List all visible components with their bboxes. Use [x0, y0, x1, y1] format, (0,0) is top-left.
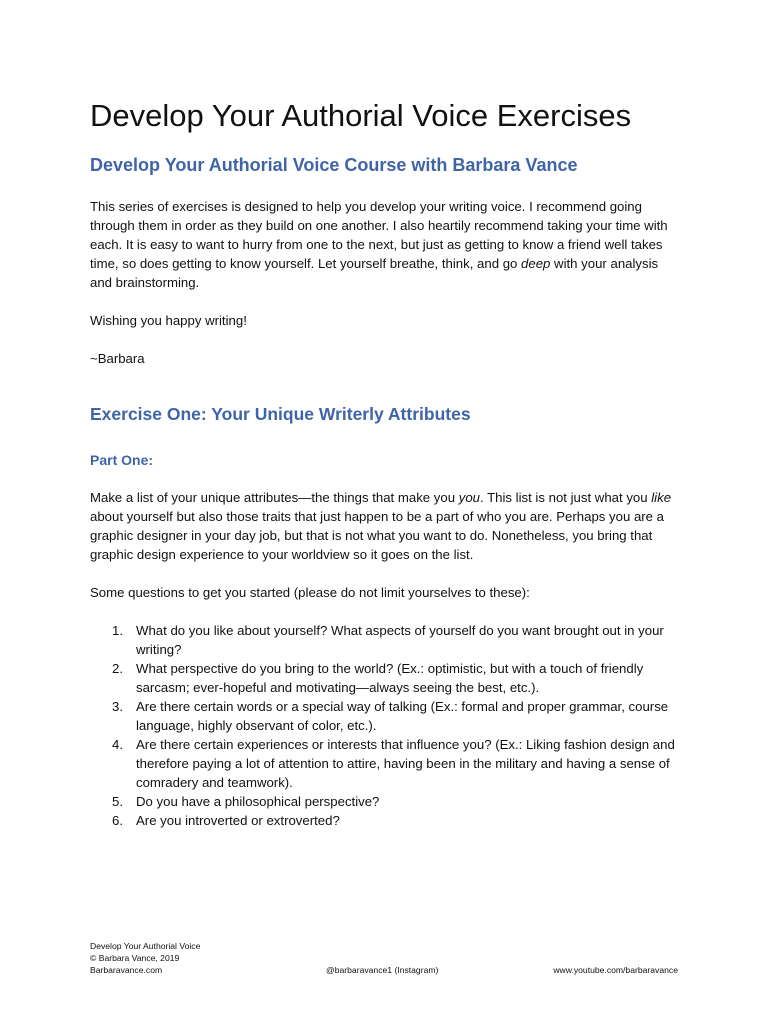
footer-copyright: © Barbara Vance, 2019: [90, 953, 180, 963]
list-item: [90, 811, 686, 830]
list-item: [90, 697, 686, 735]
exercise-heading: Exercise One: Your Unique Writerly Attributes: [90, 404, 471, 424]
list-item: [90, 735, 686, 792]
list-item: [90, 792, 686, 811]
document-title: Develop Your Authorial Voice Exercises: [90, 98, 632, 133]
intro-paragraph: [90, 197, 682, 292]
attributes-emphasis-you: you: [458, 490, 480, 505]
part-heading: Part One:: [90, 452, 154, 468]
attributes-text-1: Make a list of your unique attributes—the things that make you: [90, 490, 459, 505]
signature: ~Barbara: [90, 351, 145, 366]
attributes-text-3: about yourself but also those traits that just happen to be a part of who you are. Perhaps you are a graphic designer in your day job, but that is not what you want to do. Nonetheless, you bring that graphic design experience to your worldview so it goes on the list.: [90, 509, 665, 562]
list-item-number: 5.: [112, 794, 123, 809]
document-subtitle: Develop Your Authorial Voice Course with Barbara Vance: [90, 155, 578, 175]
list-item-text: What perspective do you bring to the world? (Ex.: optimistic, but with a touch of friendly sarcasm; ever-hopeful and motivating—always seeing the best, etc.).: [136, 661, 644, 695]
footer-instagram: @barbaravance1 (Instagram): [326, 965, 439, 975]
list-item: [90, 659, 686, 697]
footer-youtube: www.youtube.com/barbaravance: [553, 965, 678, 975]
wishing-line: Wishing you happy writing!: [90, 313, 247, 328]
intro-emphasis: deep: [521, 256, 551, 271]
list-item: [90, 621, 686, 659]
footer-credits: [90, 940, 200, 976]
footer-course-name: Develop Your Authorial Voice: [90, 941, 201, 951]
list-item-number: 2.: [112, 661, 123, 676]
page-footer: [90, 940, 680, 980]
list-item-text: Are there certain words or a special way of talking (Ex.: formal and proper grammar, course language, highly observant of color, etc.).: [136, 699, 669, 733]
intro-text-end: with your analysis and brainstorming.: [90, 256, 659, 290]
questions-list: [90, 621, 686, 830]
intro-text: This series of exercises is designed to help you develop your writing voice. I recommend going through them in order as they build on one another. I also heartily recommend taking your time with each. It is easy to want to hurry from one to the next, but just as getting to know a friend well takes time, so does getting to know yourself. Let yourself breathe, think, and go: [90, 199, 668, 271]
list-item-text: Are you introverted or extroverted?: [136, 813, 340, 828]
attributes-text-2: . This list is not just what you: [479, 490, 652, 505]
list-item-number: 6.: [112, 813, 123, 828]
list-item-text: Do you have a philosophical perspective?: [136, 794, 380, 809]
questions-intro: Some questions to get you started (please do not limit yourselves to these):: [90, 585, 530, 600]
list-item-text: Are there certain experiences or interests that influence you? (Ex.: Liking fashion design and therefore paying a lot of attention to attire, having been in the military and having a sense of comradery and teamwork).: [136, 737, 675, 790]
attributes-paragraph: [90, 488, 682, 564]
list-item-text: What do you like about yourself? What aspects of yourself do you want brought out in your writing?: [136, 623, 664, 657]
list-item-number: 4.: [112, 737, 123, 752]
list-item-number: 3.: [112, 699, 123, 714]
list-item-number: 1.: [112, 623, 123, 638]
attributes-emphasis-like: like: [651, 490, 672, 505]
footer-website: Barbaravance.com: [90, 965, 163, 975]
